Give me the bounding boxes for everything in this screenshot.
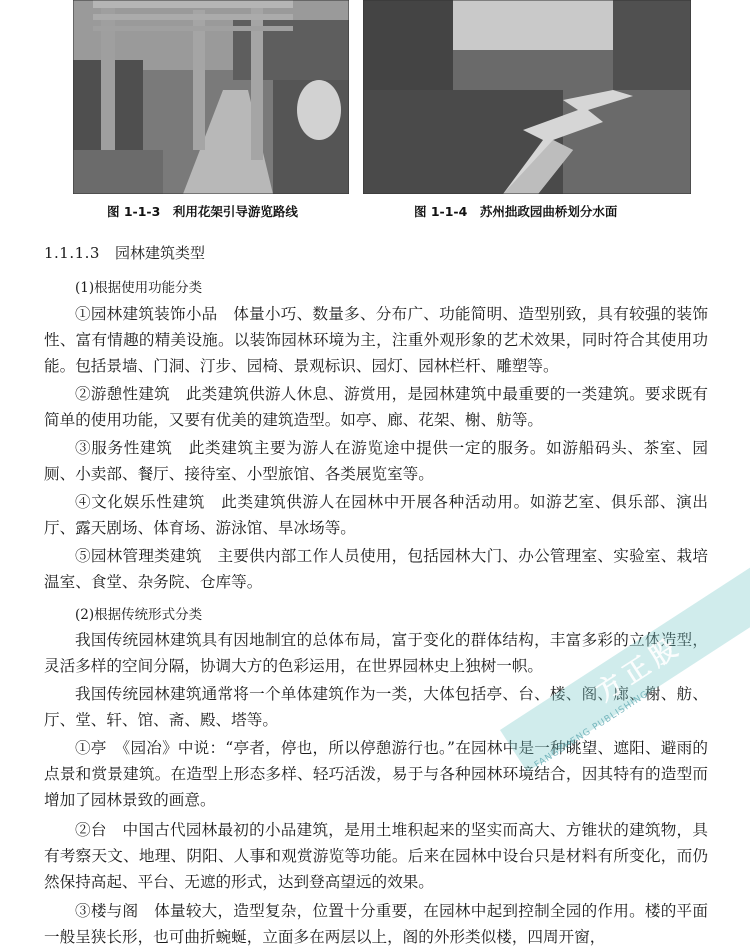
bridge-photo-graphic — [363, 0, 691, 194]
paragraph-traditional-types: 我国传统园林建筑通常将一个单体建筑作为一类，大体包括亭、台、楼、阁、廊、榭、舫、厅、堂、轩、馆、斋、殿、塔等。 — [44, 685, 708, 729]
paragraph-terrace: ②台 中国古代园林最初的小品建筑，是用土堆积起来的坚实而高大、方锥状的建筑物，具有考察天文、地理、阴阳、人事和观赏游览等功能。后来在园林中设台只是材料有所变化，而仍然保持高起、平台、无遮的形式，达到登高望远的效果。 — [44, 821, 708, 891]
paragraph-traditional-layout: 我国传统园林建筑具有因地制宜的总体布局，富于变化的群体结构，丰富多彩的立体造型，灵活多样的空间分隔，协调大方的色彩运用，在世界园林史上独树一帜。 — [44, 631, 708, 675]
figure-photo-zigzag-bridge — [363, 0, 691, 194]
paragraph-entertainment-buildings: ④文化娱乐性建筑 此类建筑供游人在园林中开展各种活动用。如游艺室、俱乐部、演出厅、露天剧场、体育场、游泳馆、旱冰场等。 — [44, 493, 708, 537]
paragraph-service-buildings: ③服务性建筑 此类建筑主要为游人在游览途中提供一定的服务。如游船码头、茶室、园厕、小卖部、餐厅、接待室、小型旅馆、各类展览室等。 — [44, 439, 708, 483]
figure-caption-1-1-3: 图 1-1-3 利用花架引导游览路线 — [107, 204, 298, 219]
section-number: 1.1.1.3 — [44, 244, 100, 262]
paragraph-decorative-items: ①园林建筑装饰小品 体量小巧、数量多、分布广、功能简明、造型别致，具有较强的装饰性、富有情趣的精美设施。以装饰园林环境为主，注重外观形象的艺术效果，同时符合其使用功能。包括景墙、门洞、汀步、园椅、景观标识、园灯、园林栏杆、雕塑等。 — [44, 305, 708, 375]
subheading-by-function: (1)根据使用功能分类 — [75, 280, 203, 296]
paragraph-tower-and-loft: ③楼与阁 体量较大，造型复杂，位置十分重要，在园林中起到控制全园的作用。楼的平面一般呈狭长形，也可曲折蜿蜒，立面多在两层以上，阁的外形类似楼，四周开窗， — [44, 902, 708, 946]
section-title: 园林建筑类型 — [115, 244, 206, 262]
watermark-small-text: FANGZHENG PUBLISHING — [532, 689, 651, 771]
paragraph-recreational-buildings: ②游憩性建筑 此类建筑供游人休息、游赏用，是园林建筑中最重要的一类建筑。要求既有简单的使用功能，又要有优美的建筑造型。如亭、廊、花架、榭、舫等。 — [44, 385, 708, 429]
section-heading — [44, 242, 205, 263]
figure-caption-1-1-4: 图 1-1-4 苏州拙政园曲桥划分水面 — [414, 204, 618, 219]
pergola-photo-graphic — [73, 0, 349, 194]
subheading-by-tradition: (2)根据传统形式分类 — [75, 607, 203, 623]
paragraph-pavilion: ①亭 《园冶》中说：“亭者，停也，所以停憩游行也。”在园林中是一种眺望、遮阳、避雨的点景和赏景建筑。在造型上形态多样、轻巧活泼，易于与各种园林环境结合，因其特有的造型而增加了园林景致的画意。 — [44, 739, 708, 809]
watermark-text: 方正股 — [590, 630, 688, 709]
figure-photo-pergola — [73, 0, 349, 194]
paragraph-management-buildings: ⑤园林管理类建筑 主要供内部工作人员使用，包括园林大门、办公管理室、实验室、栽培温室、食堂、杂务院、仓库等。 — [44, 547, 708, 591]
